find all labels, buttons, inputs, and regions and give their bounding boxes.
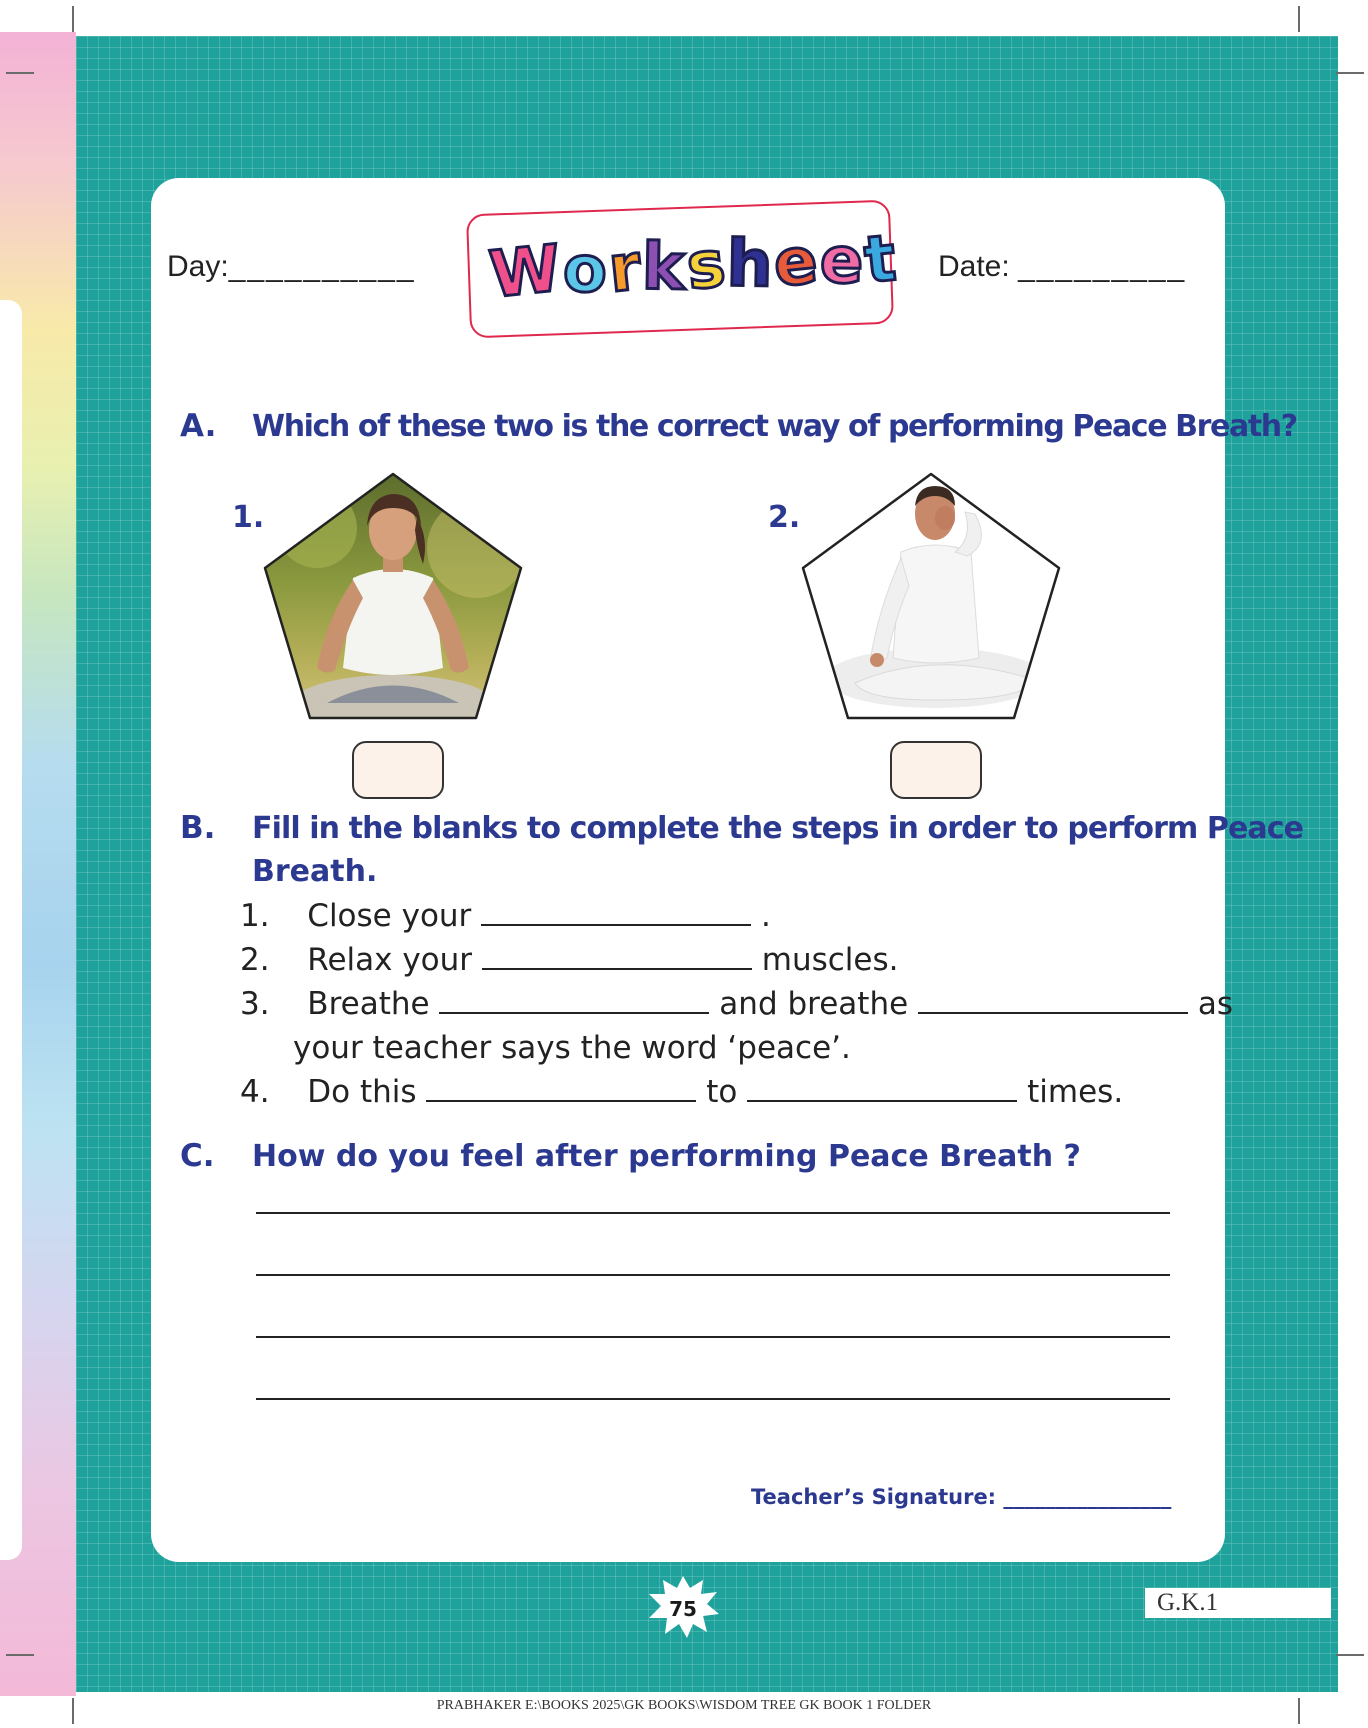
section-c-question: How do you feel after performing Peace Breath ? bbox=[252, 1139, 1081, 1174]
worksheet-title-letter: s bbox=[682, 227, 729, 305]
step-1-blank[interactable] bbox=[481, 900, 751, 926]
step-3-blank-a[interactable] bbox=[439, 988, 709, 1014]
step-4-text-after: times. bbox=[1027, 1074, 1124, 1110]
page-number: 75 bbox=[669, 1597, 697, 1621]
book-tag: G.K.1 bbox=[1145, 1588, 1331, 1618]
step-3-line2: your teacher says the word ‘peace’. bbox=[293, 1030, 851, 1066]
answer-line[interactable] bbox=[256, 1212, 1170, 1214]
step-4-text-middle: to bbox=[706, 1074, 738, 1110]
step-3-number: 3. bbox=[240, 986, 270, 1022]
answer-line[interactable] bbox=[256, 1336, 1170, 1338]
step-2-number: 2. bbox=[240, 942, 270, 978]
step-4-number: 4. bbox=[240, 1074, 270, 1110]
option-2-number: 2. bbox=[768, 500, 801, 535]
step-4-blank-b[interactable] bbox=[747, 1076, 1017, 1102]
crop-mark bbox=[1298, 6, 1300, 32]
day-blank[interactable]: __________ bbox=[228, 250, 416, 283]
teacher-signature-label: Teacher’s Signature: bbox=[751, 1485, 997, 1509]
step-2-blank[interactable] bbox=[482, 944, 752, 970]
print-footer: PRABHAKER E:\BOOKS 2025\GK BOOKS\WISDOM TREE GK BOOK 1 FOLDER bbox=[436, 1698, 932, 1713]
option-1-answer-box[interactable] bbox=[352, 741, 444, 799]
step-4-blank-a[interactable] bbox=[426, 1076, 696, 1102]
step-2-text: Relax your bbox=[307, 942, 473, 978]
section-c-letter: C. bbox=[180, 1138, 215, 1174]
step-1-text-after: . bbox=[761, 898, 771, 934]
worksheet-title-letter: o bbox=[561, 232, 608, 308]
worksheet-logo bbox=[466, 200, 900, 339]
step-2 bbox=[240, 942, 898, 978]
teacher-signature-blank[interactable]: ________________ bbox=[1003, 1485, 1172, 1509]
section-b-question-line2: Breath. bbox=[252, 854, 378, 889]
worksheet-title-letter: r bbox=[604, 230, 644, 308]
date-blank[interactable]: _________ bbox=[1018, 250, 1187, 283]
adjacent-page-card bbox=[0, 300, 22, 1560]
teacher-signature[interactable] bbox=[751, 1485, 1171, 1509]
crop-mark bbox=[6, 72, 34, 74]
step-1-number: 1. bbox=[240, 898, 270, 934]
step-2-text-after: muscles. bbox=[761, 942, 899, 978]
section-b-letter: B. bbox=[180, 810, 216, 846]
answer-line[interactable] bbox=[256, 1398, 1170, 1400]
step-3 bbox=[240, 986, 1233, 1022]
crop-mark bbox=[1336, 1654, 1364, 1656]
step-3-blank-b[interactable] bbox=[918, 988, 1188, 1014]
step-3-text-after: as bbox=[1197, 986, 1234, 1022]
page-number-badge bbox=[645, 1574, 721, 1640]
worksheet-title-letter: t bbox=[861, 221, 900, 299]
answer-line[interactable] bbox=[256, 1274, 1170, 1276]
day-field[interactable] bbox=[167, 250, 416, 284]
section-a-letter: A. bbox=[180, 408, 217, 444]
worksheet-title-letter: W bbox=[486, 231, 565, 313]
date-label: Date: bbox=[938, 250, 1010, 283]
day-label: Day: bbox=[167, 250, 229, 283]
step-3-text-middle: and breathe bbox=[719, 986, 909, 1022]
worksheet-title-letter: h bbox=[726, 227, 773, 302]
option-2-answer-box[interactable] bbox=[890, 741, 982, 799]
step-3-text: Breathe bbox=[307, 986, 430, 1022]
step-4 bbox=[240, 1074, 1123, 1110]
worksheet-title-letter: e bbox=[770, 223, 822, 303]
crop-mark bbox=[1336, 72, 1364, 74]
worksheet-title bbox=[486, 221, 900, 313]
option-1-number: 1. bbox=[232, 500, 265, 535]
step-1 bbox=[240, 898, 771, 934]
crop-mark bbox=[6, 1654, 34, 1656]
worksheet-title-letter: e bbox=[818, 223, 864, 299]
step-1-text: Close your bbox=[307, 898, 472, 934]
option-2-image bbox=[795, 468, 1067, 728]
section-b-question-line1: Fill in the blanks to complete the steps in order to perform Peace bbox=[252, 811, 1304, 846]
worksheet-title-letter: k bbox=[641, 230, 686, 305]
step-4-text: Do this bbox=[307, 1074, 417, 1110]
crop-mark bbox=[72, 6, 74, 32]
date-field[interactable] bbox=[938, 250, 1186, 284]
option-1-image bbox=[257, 468, 529, 728]
section-a-question: Which of these two is the correct way of performing Peace Breath? bbox=[252, 409, 1297, 444]
